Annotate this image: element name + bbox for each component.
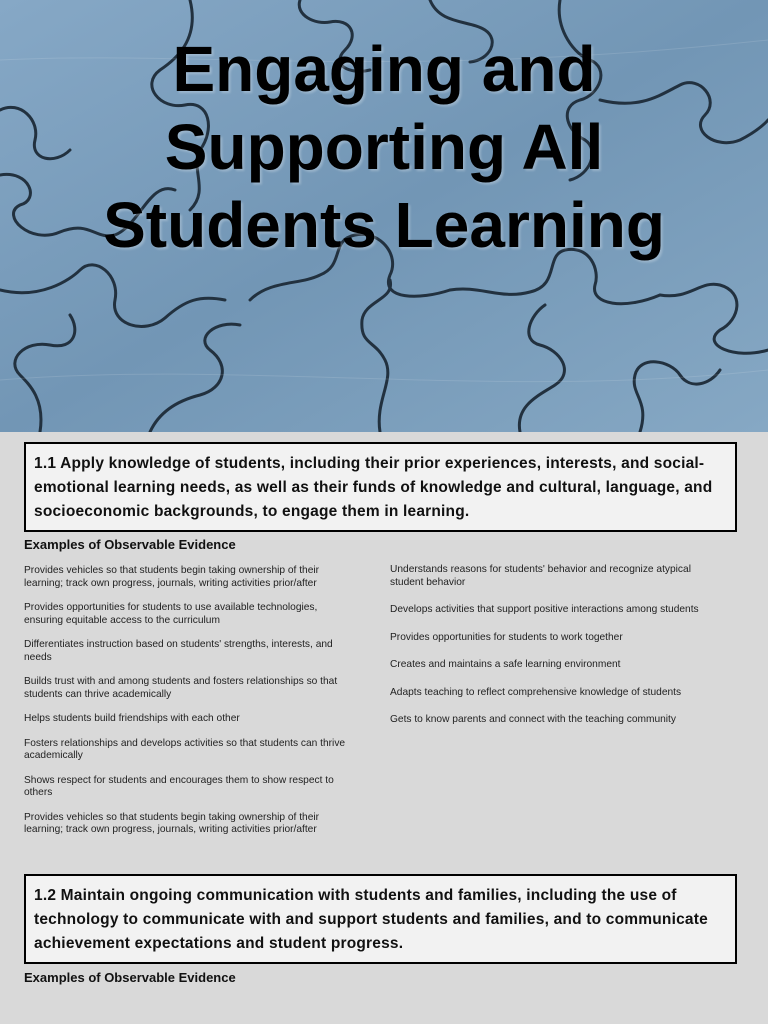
title-line: Supporting All	[164, 111, 604, 183]
title-line: Engaging and	[172, 33, 596, 105]
page-title	[0, 30, 768, 264]
evidence-heading: Examples of Observable Evidence	[24, 537, 236, 552]
title-line: Students Learning	[103, 189, 665, 261]
list-item: Gets to know parents and connect with the teaching community	[390, 714, 676, 725]
standard-1-2-box	[24, 874, 737, 964]
standard-1-2-text: 1.2 Maintain ongoing communication with students and families, including the use of technology to communicate with and support students and families, and to communicate achievement expectations and student progress.	[34, 887, 708, 952]
standard-1-1-text: 1.1 Apply knowledge of students, including their prior experiences, interests, and social-emotional learning needs, as well as their funds of knowledge and cultural, language, and socioeconomic backgrounds, to engage them in learning.	[34, 455, 713, 520]
list-item: Provides vehicles so that students begin taking ownership of their learning; track own progress, journals, writing activities prior/after	[24, 811, 320, 835]
list-item: Shows respect for students and encourages them to show respect to others	[24, 774, 334, 798]
standard-1-1-box	[24, 442, 737, 532]
list-item: Provides vehicles so that students begin taking ownership of their learning; track own progress, journals, writing activities prior/after	[24, 565, 320, 589]
evidence-list-right	[390, 564, 720, 727]
list-item: Differentiates instruction based on students' strengths, interests, and needs	[24, 639, 333, 663]
list-item: Understands reasons for students' behavior and recognize atypical student behavior	[390, 564, 691, 588]
list-item: Provides opportunities for students to use available technologies, ensuring equitable access to the curriculum	[24, 602, 318, 626]
list-item: Fosters relationships and develops activities so that students can thrive academically	[24, 737, 346, 761]
list-item: Creates and maintains a safe learning environment	[390, 659, 621, 670]
list-item: Adapts teaching to reflect comprehensive knowledge of students	[390, 686, 682, 698]
evidence-list-left	[24, 565, 359, 837]
list-item: Develops activities that support positive interactions among students	[390, 604, 699, 615]
list-item: Provides opportunities for students to work together	[390, 631, 623, 643]
list-item: Helps students build friendships with each other	[24, 713, 240, 724]
list-item: Builds trust with and among students and fosters relationships so that students can thrive academically	[24, 676, 338, 700]
evidence-heading: Examples of Observable Evidence	[24, 970, 236, 985]
hero-banner	[0, 0, 768, 432]
